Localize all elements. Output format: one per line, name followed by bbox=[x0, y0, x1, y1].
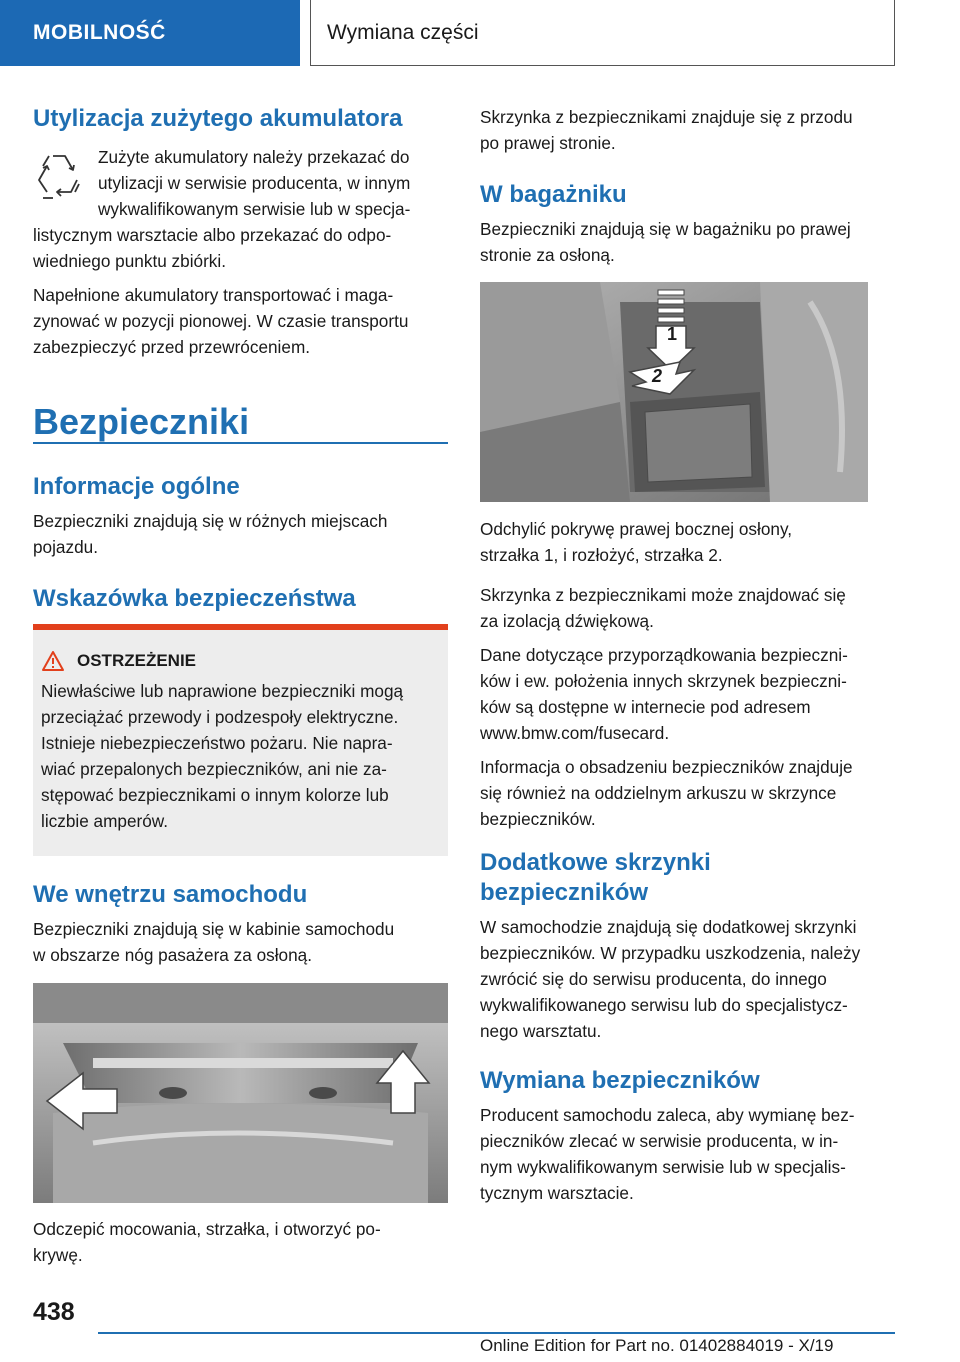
chapter-title: Wymiana części bbox=[310, 0, 895, 66]
text-line: wykwalifikowanego serwisu lub do specjalistycz- bbox=[480, 995, 848, 1015]
text-line: strzałka 1, i rozłożyć, strzałka 2. bbox=[480, 545, 723, 565]
text-line: Bezpieczniki znajdują się w kabinie samochodu bbox=[33, 919, 395, 939]
general-section bbox=[33, 472, 448, 560]
warning-box bbox=[33, 624, 448, 856]
trunk-caption bbox=[480, 516, 895, 832]
arrow-label-1: 1 bbox=[667, 324, 678, 344]
text-line: w obszarze nóg pasażera za osłoną. bbox=[33, 945, 312, 965]
text-line: liczbie amperów. bbox=[41, 811, 169, 831]
interior-heading: We wnętrzu samochodu bbox=[33, 881, 308, 908]
text-line: Bezpieczniki znajdują się w różnych miejscach bbox=[33, 511, 388, 531]
replace-section bbox=[480, 1066, 895, 1206]
text-line: Zużyte akumulatory należy przekazać do bbox=[98, 147, 410, 167]
general-heading: Informacje ogólne bbox=[33, 473, 240, 500]
title-rule bbox=[33, 442, 448, 444]
text-line: Bezpieczniki znajdują się w bagażniku po prawej bbox=[480, 219, 851, 239]
text-line: bezpieczników. W przypadku uszkodzenia, należy bbox=[480, 943, 861, 963]
text-line: Niewłaściwe lub naprawione bezpieczniki mogą bbox=[41, 681, 404, 701]
warning-title: OSTRZEŻENIE bbox=[77, 651, 197, 670]
text-line: za izolacją dźwiękową. bbox=[480, 611, 654, 631]
text-line: Informacja o obsadzeniu bezpieczników znajduje bbox=[480, 757, 853, 777]
right-intro bbox=[480, 104, 895, 156]
section-tab: MOBILNOŚĆ bbox=[0, 0, 300, 66]
text-line: listycznym warsztacie albo przekazać do odpo- bbox=[33, 225, 392, 245]
text-line: stępować bezpiecznikami o innym kolorze lub bbox=[41, 785, 389, 805]
left-column bbox=[33, 104, 448, 134]
edition-note: Online Edition for Part no. 01402884019 - X/19 bbox=[480, 1336, 834, 1355]
text-line: ków i ew. położenia innych skrzynek bezpieczni- bbox=[480, 671, 847, 691]
text-line: bezpieczników. bbox=[480, 809, 596, 829]
text-line: Dane dotyczące przyporządkowania bezpieczni- bbox=[480, 645, 848, 665]
text-line: wiedniego punktu zbiórki. bbox=[33, 251, 226, 271]
safety-heading: Wskazówka bezpieczeństwa bbox=[33, 585, 356, 612]
safety-section bbox=[33, 584, 448, 614]
page-number: 438 bbox=[33, 1298, 75, 1326]
interior-photo bbox=[33, 983, 448, 1203]
text-line: W samochodzie znajdują się dodatkowej skrzynki bbox=[480, 917, 857, 937]
text-line: utylizacji w serwisie producenta, w innym bbox=[98, 173, 411, 193]
text-line: www.bmw.com/fusecard. bbox=[480, 723, 670, 743]
text-line: przeciążać przewody i podzespoły elektryczne. bbox=[41, 707, 399, 727]
text-line: nego warsztatu. bbox=[480, 1021, 602, 1041]
text-line: zwrócić się do serwisu producenta, do innego bbox=[480, 969, 827, 989]
text-line: Skrzynka z bezpiecznikami może znajdować się bbox=[480, 585, 846, 605]
footer-rule bbox=[98, 1332, 895, 1334]
text-line: się również na oddzielnym arkuszu w skrzynce bbox=[480, 783, 837, 803]
text-line: krywę. bbox=[33, 1245, 83, 1265]
text-line: zabezpieczyć przed przewróceniem. bbox=[33, 337, 311, 357]
fuses-title-block bbox=[33, 400, 448, 444]
extra-section bbox=[480, 848, 895, 1044]
warning-triangle-icon bbox=[41, 650, 65, 672]
trunk-section bbox=[480, 180, 895, 268]
interior-section bbox=[33, 880, 448, 968]
extra-heading-line: bezpieczników bbox=[480, 879, 649, 906]
text-line: po prawej stronie. bbox=[480, 133, 616, 153]
text-line: wykwalifikowanym serwisie lub w specja- bbox=[98, 199, 411, 219]
replace-heading: Wymiana bezpieczników bbox=[480, 1067, 760, 1094]
recycling-heading: Utylizacja zużytego akumulatora bbox=[33, 105, 403, 132]
extra-heading-line: Dodatkowe skrzynki bbox=[480, 849, 711, 876]
text-line: Odczepić mocowania, strzałka, i otworzyć po- bbox=[33, 1219, 381, 1239]
text-line: stronie za osłoną. bbox=[480, 245, 615, 265]
text-line: ków są dostępne w internecie pod adresem bbox=[480, 697, 811, 717]
text-line: nym wykwalifikowanym serwisie lub w specjalis- bbox=[480, 1157, 846, 1177]
text-line: tycznym warsztacie. bbox=[480, 1183, 634, 1203]
text-line: Istnieje niebezpieczeństwo pożaru. Nie napra- bbox=[41, 733, 393, 753]
trunk-photo bbox=[480, 282, 868, 502]
recycling-text-indent bbox=[98, 144, 453, 222]
text-line: Skrzynka z bezpiecznikami znajduje się z przodu bbox=[480, 107, 853, 127]
recycle-icon bbox=[33, 150, 85, 206]
interior-caption bbox=[33, 1216, 448, 1268]
text-line: pieczników zlecać w serwisie producenta, w in- bbox=[480, 1131, 839, 1151]
recycling-text-rest bbox=[33, 222, 448, 360]
text-line: Producent samochodu zaleca, aby wymianę bez- bbox=[480, 1105, 855, 1125]
trunk-heading: W bagażniku bbox=[480, 181, 627, 208]
text-line: zynować w pozycji pionowej. W czasie transportu bbox=[33, 311, 409, 331]
warning-title-row bbox=[41, 650, 440, 672]
text-line: Odchylić pokrywę prawej bocznej osłony, bbox=[480, 519, 793, 539]
page-title: Bezpieczniki bbox=[33, 401, 250, 442]
text-line: pojazdu. bbox=[33, 537, 98, 557]
arrow-label-2: 2 bbox=[652, 366, 663, 386]
text-line: wiać przepalonych bezpieczników, ani nie za- bbox=[41, 759, 387, 779]
text-line: Napełnione akumulatory transportować i maga- bbox=[33, 285, 394, 305]
